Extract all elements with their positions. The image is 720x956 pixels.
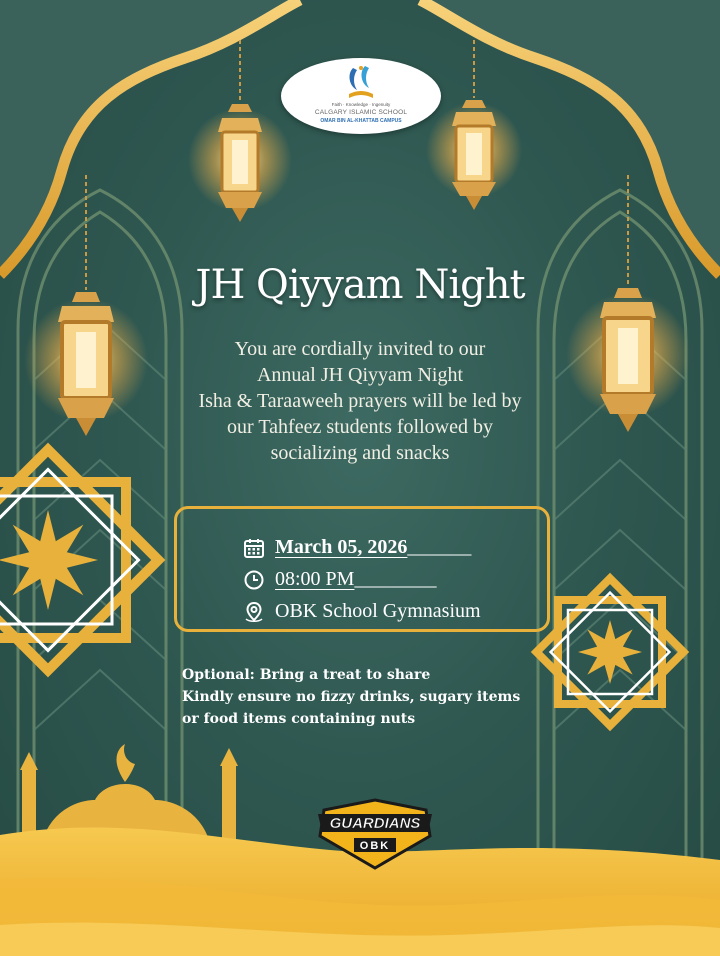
logo-school-name: CALGARY ISLAMIC SCHOOL	[314, 109, 408, 116]
school-emblem-icon	[345, 64, 377, 102]
logo-campus-name: OMAR BIN AL-KHATTAB CAMPUS	[320, 118, 402, 124]
event-date: March 05, 2026	[275, 536, 408, 558]
star-ornament-icon	[0, 450, 158, 671]
intro-line: our Tahfeez students followed by	[227, 416, 493, 438]
map-pin-icon	[243, 601, 265, 623]
event-time: 08:00 PM	[275, 568, 355, 590]
lantern-icon	[24, 292, 148, 436]
school-logo	[281, 58, 441, 134]
page-title: JH Qiyyam Night	[195, 262, 525, 308]
date-underline-fill: _______	[407, 536, 471, 558]
calendar-icon	[243, 537, 265, 559]
intro-line: You are cordially invited to our	[234, 338, 486, 360]
event-location: OBK School Gymnasium	[275, 600, 481, 622]
guardians-logo	[314, 796, 436, 872]
note-line: or food items containing nuts	[182, 711, 416, 727]
time-row	[243, 568, 435, 591]
lantern-icon	[188, 104, 292, 222]
star-ornament-icon	[536, 578, 683, 725]
badge-name: GUARDIANS	[329, 815, 421, 832]
lantern-icon	[566, 288, 690, 432]
intro-line: Isha & Taraaweeh prayers will be led by	[198, 390, 522, 412]
note-line: Kindly ensure no fizzy drinks, sugary items	[182, 689, 521, 705]
note-line: Optional: Bring a treat to share	[182, 667, 431, 683]
logo-tagline: Faith · Knowledge · Ingenuity	[331, 102, 391, 107]
date-row	[243, 536, 470, 559]
invitation-text	[160, 336, 560, 466]
intro-line: Annual JH Qiyyam Night	[256, 364, 464, 386]
badge-sub: OBK	[359, 840, 391, 852]
time-underline-fill: _________	[354, 568, 436, 590]
clock-icon	[243, 569, 265, 591]
location-row	[243, 600, 481, 623]
intro-line: socializing and snacks	[270, 442, 450, 464]
notes	[182, 664, 520, 730]
lantern-icon	[426, 100, 522, 210]
event-details-box	[174, 506, 550, 632]
